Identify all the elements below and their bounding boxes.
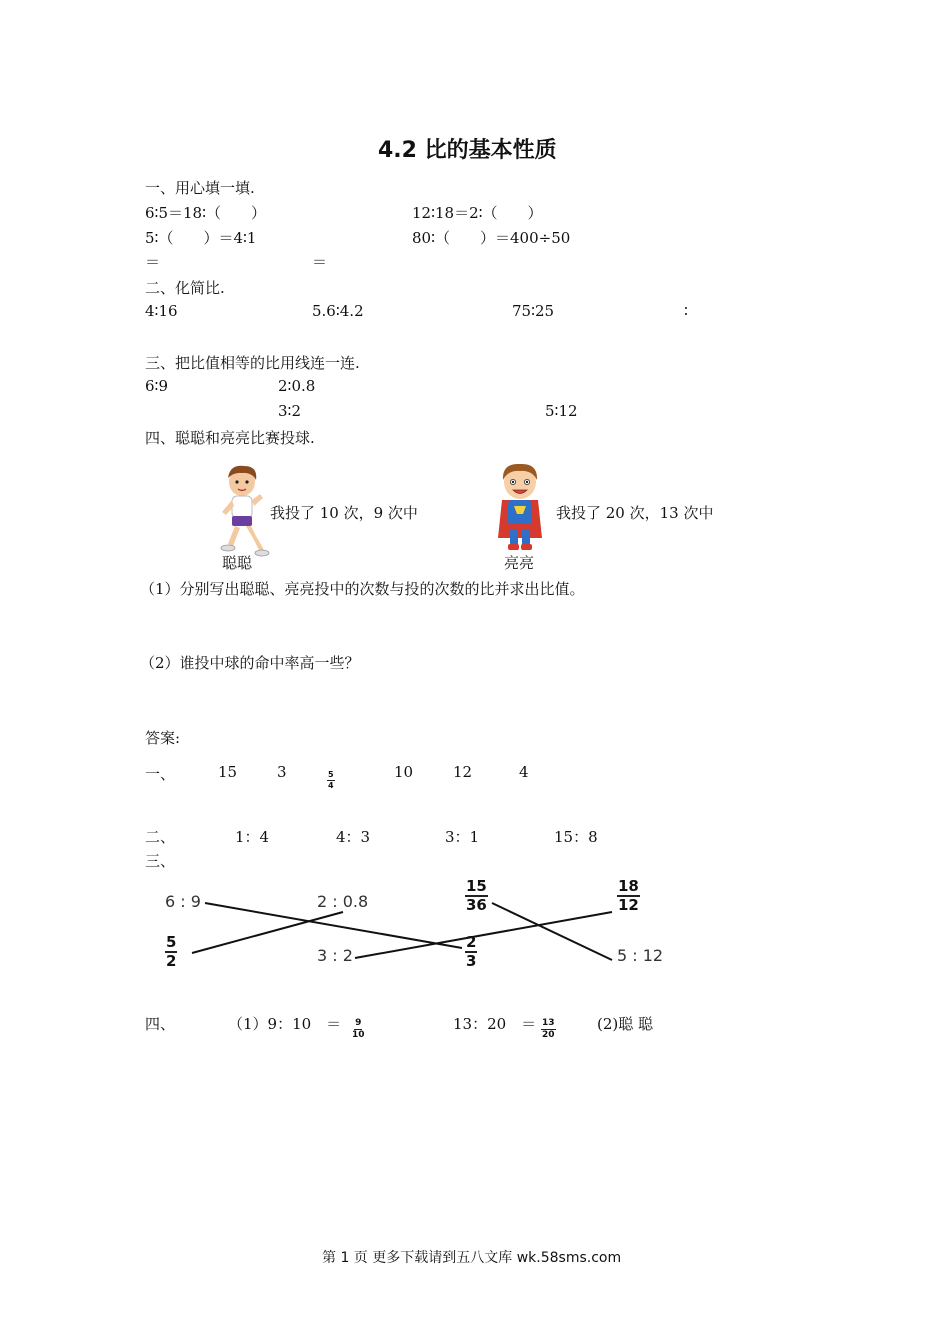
- q3-item-a: 6∶9: [145, 377, 168, 395]
- answer-2-prefix: 二、: [145, 828, 176, 846]
- answer-4-part-a: （1）9：10 ＝: [228, 1015, 342, 1033]
- answer-3-prefix: 三、: [145, 852, 176, 870]
- fraction-numerator: 5: [166, 933, 177, 951]
- q3-heading: 三、把比值相等的比用线连一连.: [145, 354, 360, 372]
- answer-1-value-4: 12: [453, 763, 473, 781]
- answer-4-fraction-b: [541, 1019, 556, 1040]
- fraction-numerator: 2: [466, 933, 477, 951]
- q4-part-2: （2）谁投中球的命中率高一些？: [140, 654, 360, 672]
- answer-1-value-5: 4: [519, 763, 529, 781]
- congcong-speech: 我投了 10 次，9 次中: [270, 504, 418, 522]
- match-item-5-12: 5 : 12: [617, 946, 664, 965]
- q1-item-d: 80∶（ ）＝400÷50: [412, 229, 571, 247]
- page-title: 4.2 比的基本性质: [378, 138, 557, 163]
- answer-2-value-4: 15：8: [554, 828, 598, 846]
- answer-4-fraction-a: [352, 1019, 365, 1040]
- fraction-denominator: 4: [328, 781, 334, 790]
- answers-label: 答案:: [145, 729, 181, 747]
- q3-item-c: 3∶2: [278, 402, 301, 420]
- q2-item-b: 5.6∶4.2: [312, 302, 364, 320]
- fraction-denominator: 36: [466, 896, 487, 914]
- q1-item-a: 6∶5＝18∶（ ）: [145, 204, 266, 222]
- fraction-denominator: 10: [352, 1030, 365, 1040]
- answer-2-value-1: 1：4: [235, 828, 270, 846]
- q1-item-e: ＝: [145, 253, 161, 271]
- answer-4-part-b: 13：20 ＝: [453, 1015, 537, 1033]
- fraction-numerator: 18: [618, 877, 639, 895]
- fraction-numerator: 15: [466, 877, 487, 895]
- match-item-2-0.8: 2 : 0.8: [317, 892, 369, 911]
- answer-1-value-2: 3: [277, 763, 287, 781]
- liangliang-speech: 我投了 20 次，13 次中: [556, 504, 714, 522]
- fraction-denominator: 12: [618, 896, 639, 914]
- answer-2-value-2: 4：3: [336, 828, 371, 846]
- q1-heading: 一、用心填一填.: [145, 179, 255, 197]
- answer-1-value-3: 10: [394, 763, 414, 781]
- liangliang-name: 亮亮: [504, 554, 535, 572]
- match-line-6-9-to-2-3: [205, 903, 462, 948]
- q1-item-c: 5∶（ ）＝4∶1: [145, 229, 257, 247]
- q1-item-b: 12∶18＝2∶（ ）: [412, 204, 543, 222]
- page-footer: 第 1 页 更多下载请到五八文库 wk.58sms.com: [322, 1250, 622, 1266]
- answer-4-part-c: (2)聪 聪: [597, 1015, 654, 1033]
- fraction-numerator: 9: [355, 1018, 362, 1028]
- answer-1-prefix: 一、: [145, 765, 176, 783]
- fraction-numerator: 5: [328, 770, 334, 779]
- fraction-denominator: 20: [542, 1030, 555, 1040]
- match-item-6-9: 6 : 9: [165, 892, 201, 911]
- match-line-5-2-to-2-0.8: [192, 912, 343, 953]
- q4-heading: 四、聪聪和亮亮比赛投球.: [145, 429, 315, 447]
- match-line-15-36-to-5-12: [492, 903, 612, 960]
- answer-1-value-1: 15: [218, 763, 238, 781]
- match-item-3-2: 3 : 2: [317, 946, 353, 965]
- q2-item-c: 75∶25: [512, 302, 555, 320]
- q1-item-f: ＝: [312, 253, 328, 271]
- congcong-name: 聪聪: [222, 554, 253, 572]
- q4-part-1: （1）分别写出聪聪、亮亮投中的次数与投的次数的比并求出比值。: [140, 580, 585, 598]
- fraction-numerator: 13: [542, 1018, 555, 1028]
- q2-heading: 二、化简比.: [145, 279, 225, 297]
- fraction-denominator: 2: [166, 952, 177, 970]
- q2-item-d: ∶: [684, 302, 688, 320]
- q2-item-a: 4∶16: [145, 302, 178, 320]
- answer-4-prefix: 四、: [145, 1015, 176, 1033]
- q3-item-b: 2∶0.8: [278, 377, 316, 395]
- answer-2-value-3: 3：1: [445, 828, 480, 846]
- fraction-denominator: 3: [466, 952, 477, 970]
- q3-item-d: 5∶12: [545, 402, 578, 420]
